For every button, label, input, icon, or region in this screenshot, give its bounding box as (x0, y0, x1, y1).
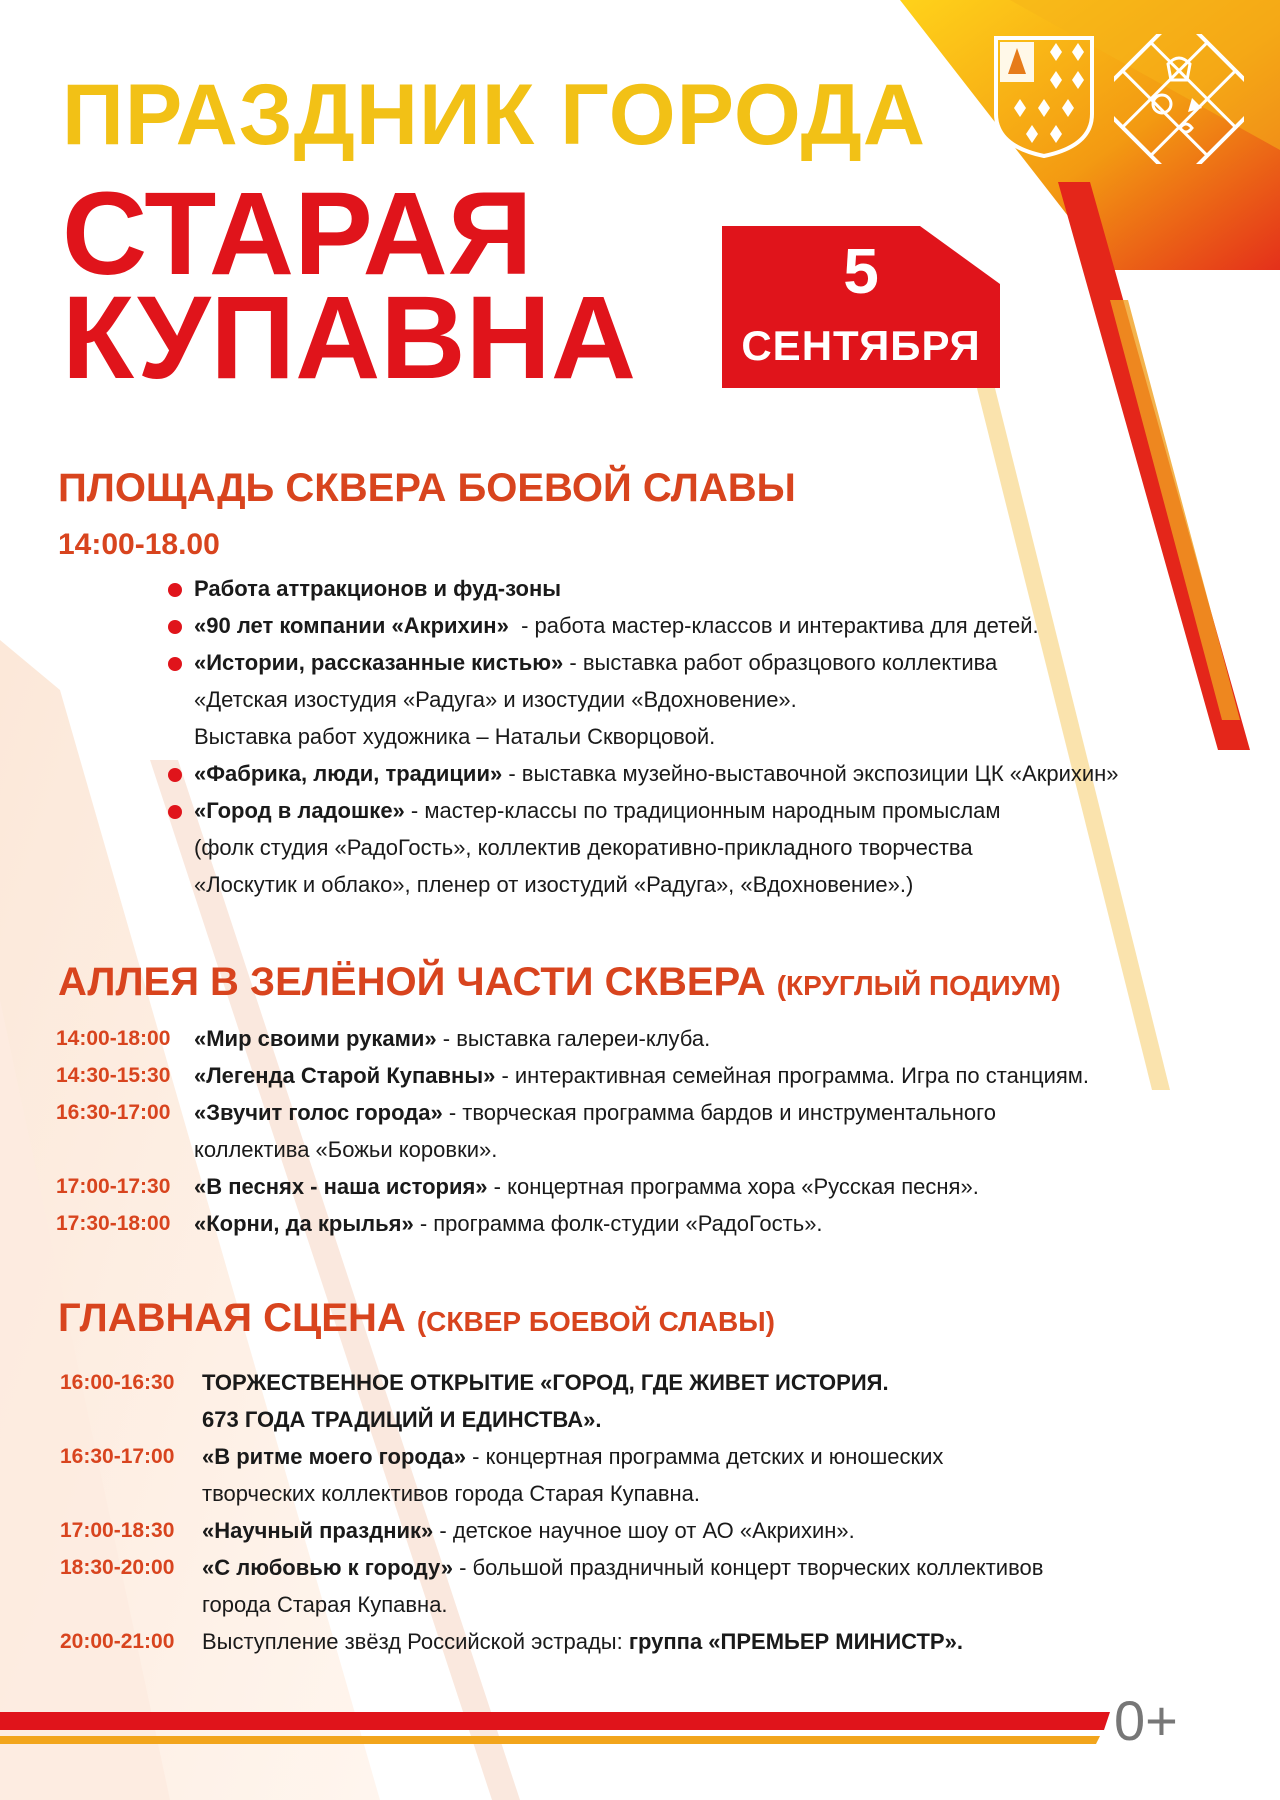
schedule-time: 16:30-17:00 (60, 1445, 175, 1468)
city-name-line-2: КУПАВНА (62, 272, 637, 404)
schedule-text: - выставка галереи-клуба. (436, 1026, 711, 1051)
item-text: - мастер-классы по традиционным народным промыслам (404, 798, 1001, 823)
schedule-text: - программа фолк-студии «РадоГость». (413, 1211, 823, 1236)
schedule-row (60, 1512, 1043, 1549)
date-month: СЕНТЯБРЯ (741, 322, 981, 369)
schedule-title: «С любовью к городу» (202, 1555, 453, 1580)
schedule-title: «Корни, да крылья» (194, 1211, 414, 1236)
schedule-row (60, 1438, 1043, 1512)
schedule-row (56, 1057, 1090, 1094)
section-main-stage-title-main: ГЛАВНАЯ СЦЕНА (58, 1296, 406, 1340)
list-item (194, 644, 1119, 755)
list-item (194, 755, 1119, 792)
schedule-row (60, 1623, 1043, 1660)
item-title: «Фабрика, люди, традиции» (194, 761, 503, 786)
schedule-time: 20:00-21:00 (60, 1630, 175, 1653)
schedule-time: 14:30-15:30 (56, 1064, 171, 1087)
schedule-title: ТОРЖЕСТВЕННОЕ ОТКРЫТИЕ «ГОРОД, ГДЕ ЖИВЕТ ИСТОРИЯ. (202, 1370, 889, 1395)
section-square-list (194, 570, 1119, 903)
bullet-icon (168, 805, 182, 819)
schedule-title-continued: 673 ГОДА ТРАДИЦИЙ И ЕДИНСТВА». (202, 1407, 602, 1432)
schedule-time: 18:30-20:00 (60, 1556, 175, 1579)
section-main-stage-title (58, 1296, 775, 1341)
schedule-row (56, 1205, 1089, 1242)
city-name (62, 168, 637, 404)
section-alley-title-main: АЛЛЕЯ В ЗЕЛЁНОЙ ЧАСТИ СКВЕРА (58, 960, 766, 1004)
schedule-text: Выступление звёзд Российской эстрады: (202, 1629, 629, 1654)
section-alley-title (58, 960, 1061, 1005)
schedule-text: - творческая программа бардов и инструментального (442, 1100, 996, 1125)
schedule-text: - концертная программа детских и юношеских (466, 1444, 944, 1469)
date-badge (722, 226, 1000, 388)
item-text-continued: «Лоскутик и облако», пленер от изостудий «Радуга», «Вдохновение».) (194, 872, 914, 897)
schedule-row (60, 1549, 1044, 1623)
schedule-time: 17:00-18:30 (60, 1519, 175, 1542)
schedule-title: «Научный праздник» (202, 1518, 434, 1543)
item-text-continued: (фолк студия «РадоГость», коллектив декоративно-прикладного творчества (194, 835, 973, 860)
schedule-title: «В песнях - наша история» (194, 1174, 488, 1199)
schedule-text: - большой праздничный концерт творческих коллективов (452, 1555, 1044, 1580)
city-name-line-1: СТАРАЯ (62, 168, 533, 300)
schedule-time: 14:00-18:00 (56, 1027, 171, 1050)
schedule-row (60, 1364, 1043, 1438)
schedule-row (56, 1094, 1089, 1168)
list-item (194, 607, 1119, 644)
bullet-icon (168, 768, 182, 782)
age-rating-badge: 0+ (1114, 1689, 1178, 1752)
schedule-text: - интерактивная семейная программа. Игра по станциям. (495, 1063, 1090, 1088)
schedule-title: «В ритме моего города» (202, 1444, 467, 1469)
section-main-stage-subtitle: (СКВЕР БОЕВОЙ СЛАВЫ) (416, 1306, 775, 1337)
item-text-continued: «Детская изостудия «Радуга» и изостудии «Вдохновение». (194, 687, 797, 712)
schedule-text: - детское научное шоу от АО «Акрихин». (433, 1518, 855, 1543)
schedule-time: 16:00-16:30 (60, 1371, 175, 1394)
event-title: ПРАЗДНИК ГОРОДА (62, 67, 927, 163)
bullet-icon (168, 583, 182, 597)
schedule-text-continued: города Старая Купавна. (202, 1592, 448, 1617)
section-square-time: 14:00-18.00 (58, 528, 220, 561)
coat-of-arms-icon (992, 34, 1096, 160)
culture-center-logo-icon (1114, 34, 1244, 164)
schedule-row (56, 1168, 1089, 1205)
bullet-icon (168, 657, 182, 671)
section-square-title: ПЛОЩАДЬ СКВЕРА БОЕВОЙ СЛАВЫ (58, 466, 796, 510)
section-alley-schedule (56, 1020, 1090, 1242)
item-text: - выставка музейно-выставочной экспозиции ЦК «Акрихин» (502, 761, 1119, 786)
item-text: - работа мастер-классов и интерактива для детей. (508, 613, 1039, 638)
item-title: «90 лет компании «Акрихин» (194, 613, 509, 638)
date-day: 5 (843, 235, 879, 307)
schedule-text-continued: коллектива «Божьи коровки». (194, 1137, 498, 1162)
list-item (194, 792, 1119, 903)
list-item (194, 570, 1119, 607)
item-text-continued: Выставка работ художника – Натальи Скворцовой. (194, 724, 716, 749)
schedule-time: 17:30-18:00 (56, 1212, 171, 1235)
schedule-title: «Мир своими руками» (194, 1026, 437, 1051)
schedule-text-continued: творческих коллективов города Старая Купавна. (202, 1481, 701, 1506)
schedule-time: 17:00-17:30 (56, 1175, 171, 1198)
section-main-stage-schedule (60, 1364, 1044, 1660)
schedule-title: «Звучит голос города» (194, 1100, 443, 1125)
item-text: - выставка работ образцового коллектива (563, 650, 998, 675)
schedule-text: - концертная программа хора «Русская песня». (487, 1174, 979, 1199)
schedule-title: «Легенда Старой Купавны» (194, 1063, 496, 1088)
schedule-row (56, 1020, 1089, 1057)
item-title: Работа аттракционов и фуд-зоны (194, 576, 562, 601)
bullet-icon (168, 620, 182, 634)
schedule-title: группа «ПРЕМЬЕР МИНИСТР». (628, 1629, 963, 1654)
item-title: «Истории, рассказанные кистью» (194, 650, 564, 675)
schedule-time: 16:30-17:00 (56, 1101, 171, 1124)
item-title: «Город в ладошке» (194, 798, 405, 823)
section-alley-subtitle: (КРУГЛЫЙ ПОДИУМ) (776, 970, 1061, 1001)
